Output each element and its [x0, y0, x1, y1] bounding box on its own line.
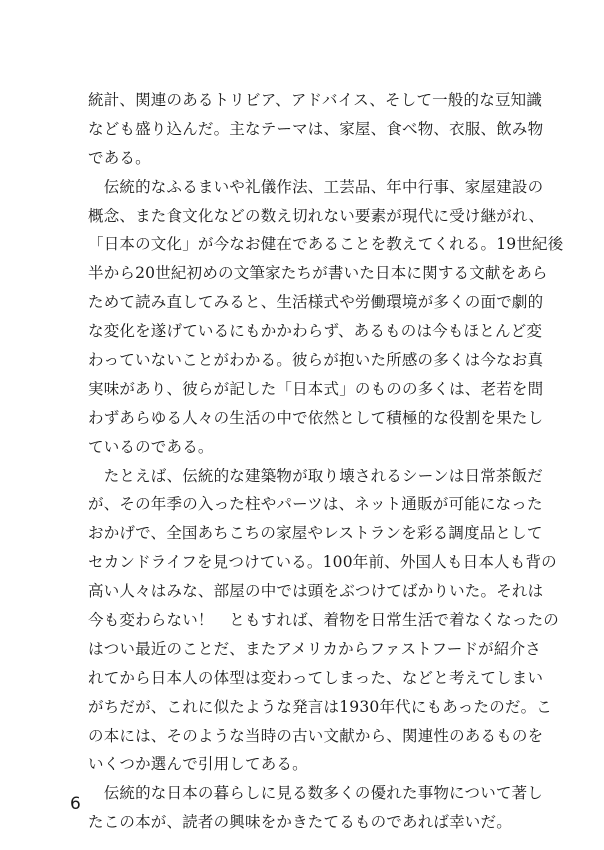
paragraph-3 [88, 462, 560, 780]
text-line: セカンドライフを見つけている。100年前、外国人も日本人も背の [88, 553, 557, 572]
text-line: わずあらゆる人々の生活の中で依然として積極的な役割を果たし [88, 408, 544, 427]
text-line: 「日本の文化」が今なお健在であることを教えてくれる。19世紀後 [88, 235, 564, 254]
text-line: たとえば、伝統的な建築物が取り壊されるシーンは日常茶飯だ [88, 466, 543, 485]
text-line: 高い人々はみな、部屋の中では頭をぶつけてばかりいた。それは [88, 582, 544, 601]
text-line: ためて読み直してみると、生活様式や労働環境が多くの面で劇的 [88, 293, 544, 312]
text-line: たこの本が、読者の興味をかきたてるものであれば幸いだ。 [88, 813, 512, 832]
text-line: はつい最近のことだ、またアメリカからファストフードが紹介さ [88, 639, 541, 658]
page-number: 6 [70, 794, 81, 814]
text-line: な変化を遂げているにもかかわらず、あるものは今もほとんど変 [88, 322, 543, 341]
text-line: れてから日本人の体型は変わってしまった、などと考えてしまい [88, 668, 544, 687]
text-line: の本には、そのような当時の古い文献から、関連性のあるものを [88, 726, 544, 745]
text-line: なども盛り込んだ。主なテーマは、家屋、食べ物、衣服、飲み物 [88, 119, 544, 138]
text-line: 統計、関連のあるトリビア、アドバイス、そして一般的な豆知識 [88, 91, 543, 109]
paragraph-2 [88, 173, 564, 462]
text-line: である。 [88, 148, 151, 167]
text-line: 今も変わらない！ ともすれば、着物を日常生活で着なくなったの [88, 611, 560, 630]
text-line: 実味があり、彼らが記した「日本式」のものの多くは、老若を問 [88, 379, 544, 398]
paragraph-4 [88, 779, 543, 837]
text-line: 半から20世紀初めの文筆家たちが書いた日本に関する文献をあら [88, 264, 548, 283]
text-line: おかげで、全国あちこちの家屋やレストランを彩る調度品として [88, 524, 543, 543]
body-text [88, 86, 564, 837]
paragraph-1 [88, 86, 544, 173]
text-line: が、その年季の入った柱やパーツは、ネット通販が可能になった [88, 495, 543, 514]
text-line: わっていないことがわかる。彼らが抱いた所感の多くは今なお真 [88, 351, 544, 370]
text-line: 伝統的なふるまいや礼儀作法、工芸品、年中行事、家屋建設の [88, 177, 544, 196]
text-line: ているのである。 [88, 437, 214, 456]
text-line: いくつか選んで引用してある。 [88, 755, 308, 774]
text-line: 概念、また食文化などの数え切れない要素が現代に受け継がれ、 [88, 206, 545, 225]
text-line: がちだが、これに似たような発言は1930年代にもあったのだ。こ [88, 697, 552, 716]
text-line: 伝統的な日本の暮らしに見る数多くの優れた事物について著し [88, 784, 543, 803]
